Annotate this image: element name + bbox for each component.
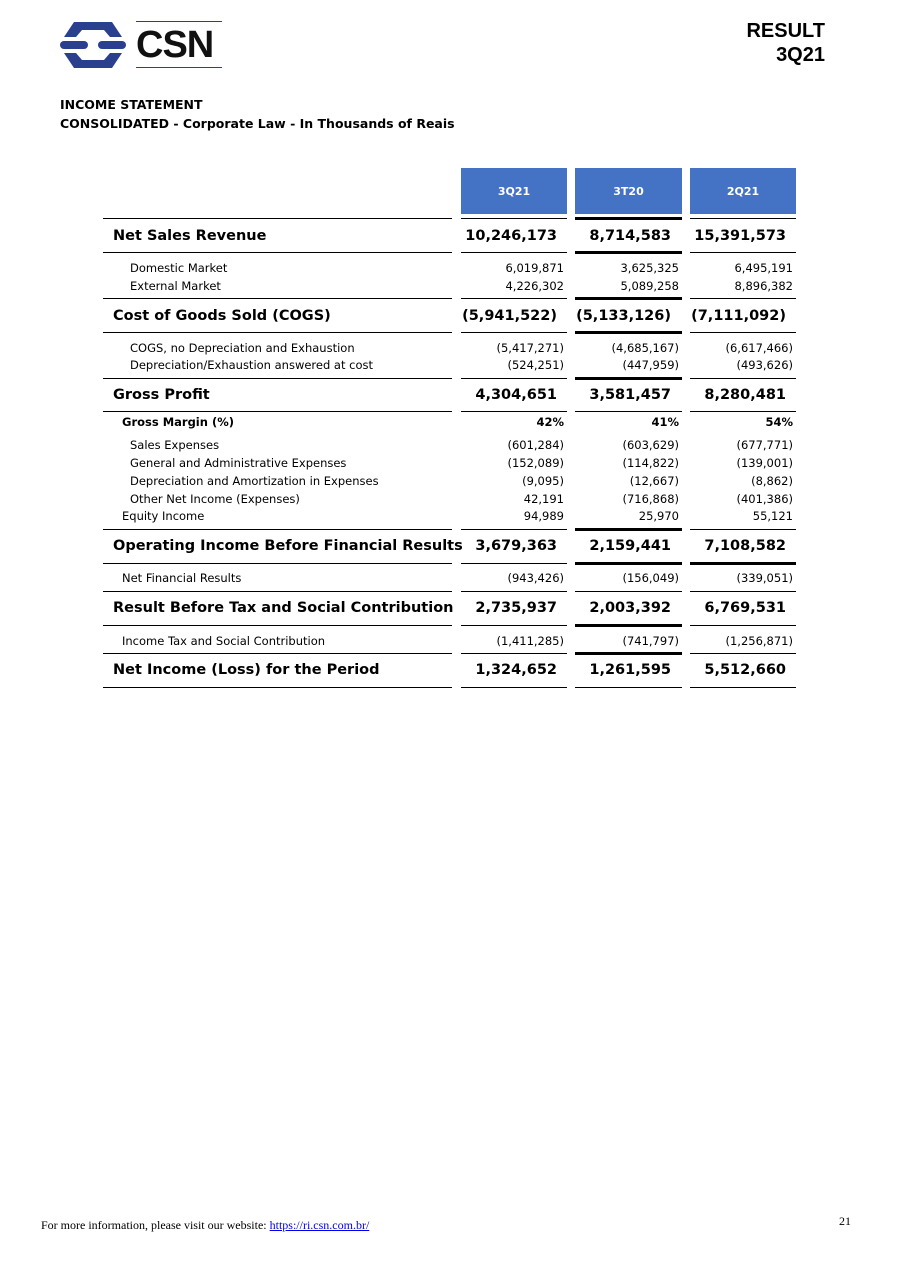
row-divider: [103, 625, 452, 626]
cell-3q21: 4,226,302: [505, 279, 564, 293]
row-divider: [461, 252, 567, 253]
row-divider: [690, 625, 796, 626]
cell-3t20: (5,133,126): [576, 308, 671, 324]
column-header-2q21: 2Q21: [690, 168, 796, 214]
cell-3q21: (5,941,522): [462, 308, 557, 324]
row-divider: [575, 251, 682, 254]
cell-3q21: (9,095): [522, 474, 564, 488]
cell-3t20: (114,822): [622, 456, 679, 470]
row-divider: [690, 591, 796, 592]
cell-3q21: (943,426): [507, 571, 564, 585]
row-divider: [461, 529, 567, 530]
cell-3q21: 42%: [536, 415, 564, 429]
cell-3t20: 3,581,457: [589, 387, 671, 403]
cell-3q21: (1,411,285): [496, 634, 564, 648]
row-divider: [103, 591, 452, 592]
row-divider: [575, 562, 682, 565]
row-label: Result Before Tax and Social Contribution: [113, 600, 454, 616]
row-divider: [461, 298, 567, 299]
row-divider: [575, 331, 682, 334]
cell-3t20: (447,959): [622, 358, 679, 372]
row-label: Equity Income: [122, 509, 205, 523]
row-label: Depreciation/Exhaustion answered at cost: [130, 358, 374, 372]
row-divider: [103, 332, 452, 333]
cell-2q21: (677,771): [736, 438, 793, 452]
row-divider: [690, 332, 796, 333]
cell-3q21: 4,304,651: [475, 387, 557, 403]
cell-2q21: (401,386): [736, 492, 793, 506]
document-title: INCOME STATEMENT: [60, 97, 203, 112]
row-divider: [103, 411, 452, 412]
cell-2q21: 15,391,573: [694, 228, 786, 244]
row-divider: [103, 298, 452, 299]
row-divider: [575, 591, 682, 592]
result-title-line1: RESULT: [746, 20, 825, 42]
row-label: Net Financial Results: [122, 571, 242, 585]
row-divider: [461, 687, 567, 688]
row-divider: [575, 297, 682, 300]
cell-2q21: (8,862): [751, 474, 793, 488]
cell-3t20: 1,261,595: [589, 662, 671, 678]
row-label: Depreciation and Amortization in Expenses: [130, 474, 379, 488]
row-divider: [103, 653, 452, 654]
row-divider: [575, 687, 682, 688]
row-divider: [461, 378, 567, 379]
row-divider: [461, 218, 567, 219]
cell-3t20: 8,714,583: [589, 228, 671, 244]
cell-3q21: 42,191: [523, 492, 564, 506]
cell-3q21: 2,735,937: [475, 600, 557, 616]
cell-3q21: (5,417,271): [496, 341, 564, 355]
cell-3t20: 3,625,325: [620, 261, 679, 275]
cell-2q21: 8,896,382: [734, 279, 793, 293]
cell-2q21: 7,108,582: [704, 538, 786, 554]
row-divider: [690, 562, 796, 565]
cell-2q21: 6,769,531: [704, 600, 786, 616]
result-title-line2: 3Q21: [776, 44, 825, 66]
row-divider: [575, 528, 682, 531]
cell-3t20: (156,049): [622, 571, 679, 585]
row-label: Operating Income Before Financial Results: [113, 538, 463, 554]
logo-text: CSN: [136, 24, 214, 66]
row-divider: [690, 653, 796, 654]
cell-2q21: 5,512,660: [704, 662, 786, 678]
cell-3q21: (152,089): [507, 456, 564, 470]
row-divider: [461, 591, 567, 592]
column-header-3t20: 3T20: [575, 168, 682, 214]
cell-3t20: 41%: [651, 415, 679, 429]
row-divider: [103, 218, 452, 219]
cell-2q21: (139,001): [736, 456, 793, 470]
cell-2q21: (7,111,092): [691, 308, 786, 324]
cell-3q21: 10,246,173: [465, 228, 557, 244]
website-link[interactable]: https://ri.csn.com.br/: [269, 1218, 370, 1232]
row-divider: [461, 563, 567, 564]
row-divider: [103, 563, 452, 564]
row-divider: [690, 252, 796, 253]
cell-2q21: (493,626): [736, 358, 793, 372]
row-divider: [690, 529, 796, 530]
cell-2q21: (1,256,871): [725, 634, 793, 648]
cell-3q21: 3,679,363: [475, 538, 557, 554]
row-label: Domestic Market: [130, 261, 228, 275]
row-divider: [575, 652, 682, 655]
cell-3t20: 25,970: [638, 509, 679, 523]
cell-3t20: (4,685,167): [611, 341, 679, 355]
row-label: COGS, no Depreciation and Exhaustion: [130, 341, 355, 355]
row-label: Other Net Income (Expenses): [130, 492, 300, 506]
cell-3t20: 2,003,392: [589, 600, 671, 616]
row-label: General and Administrative Expenses: [130, 456, 347, 470]
table-body: [103, 0, 796, 700]
cell-2q21: 6,495,191: [734, 261, 793, 275]
row-divider: [575, 217, 682, 220]
cell-3t20: (603,629): [622, 438, 679, 452]
cell-2q21: 8,280,481: [704, 387, 786, 403]
row-label: Sales Expenses: [130, 438, 220, 452]
row-label: Net Income (Loss) for the Period: [113, 662, 380, 678]
row-divider: [575, 411, 682, 412]
cell-3t20: 2,159,441: [589, 538, 671, 554]
cell-3t20: 5,089,258: [620, 279, 679, 293]
row-divider: [690, 218, 796, 219]
cell-3q21: 94,989: [523, 509, 564, 523]
cell-2q21: 54%: [765, 415, 793, 429]
row-divider: [461, 332, 567, 333]
row-divider: [103, 687, 452, 688]
cell-3t20: (716,868): [622, 492, 679, 506]
row-label: Gross Margin (%): [122, 415, 234, 429]
footer-text: For more information, please visit our website:: [41, 1218, 270, 1232]
row-divider: [461, 411, 567, 412]
row-label: Net Sales Revenue: [113, 228, 267, 244]
row-divider: [690, 687, 796, 688]
row-label: Income Tax and Social Contribution: [122, 634, 326, 648]
row-divider: [690, 378, 796, 379]
cell-2q21: (339,051): [736, 571, 793, 585]
document-subtitle: CONSOLIDATED - Corporate Law - In Thousands of Reais: [60, 116, 455, 131]
row-divider: [575, 624, 682, 627]
row-label: External Market: [130, 279, 221, 293]
row-divider: [103, 529, 452, 530]
cell-3q21: 1,324,652: [475, 662, 557, 678]
cell-3q21: (524,251): [507, 358, 564, 372]
cell-3q21: 6,019,871: [505, 261, 564, 275]
row-divider: [690, 298, 796, 299]
column-header-3q21: 3Q21: [461, 168, 567, 214]
row-divider: [461, 625, 567, 626]
row-divider: [103, 378, 452, 379]
row-divider: [103, 252, 452, 253]
cell-3t20: (741,797): [622, 634, 679, 648]
row-label: Cost of Goods Sold (COGS): [113, 308, 331, 324]
cell-3t20: (12,667): [629, 474, 679, 488]
row-divider: [461, 653, 567, 654]
page-number: 21: [839, 1214, 851, 1228]
cell-3q21: (601,284): [507, 438, 564, 452]
footer: [41, 1218, 369, 1233]
row-divider: [690, 411, 796, 412]
row-divider: [575, 377, 682, 380]
cell-2q21: 55,121: [752, 509, 793, 523]
cell-2q21: (6,617,466): [725, 341, 793, 355]
row-label: Gross Profit: [113, 387, 210, 403]
